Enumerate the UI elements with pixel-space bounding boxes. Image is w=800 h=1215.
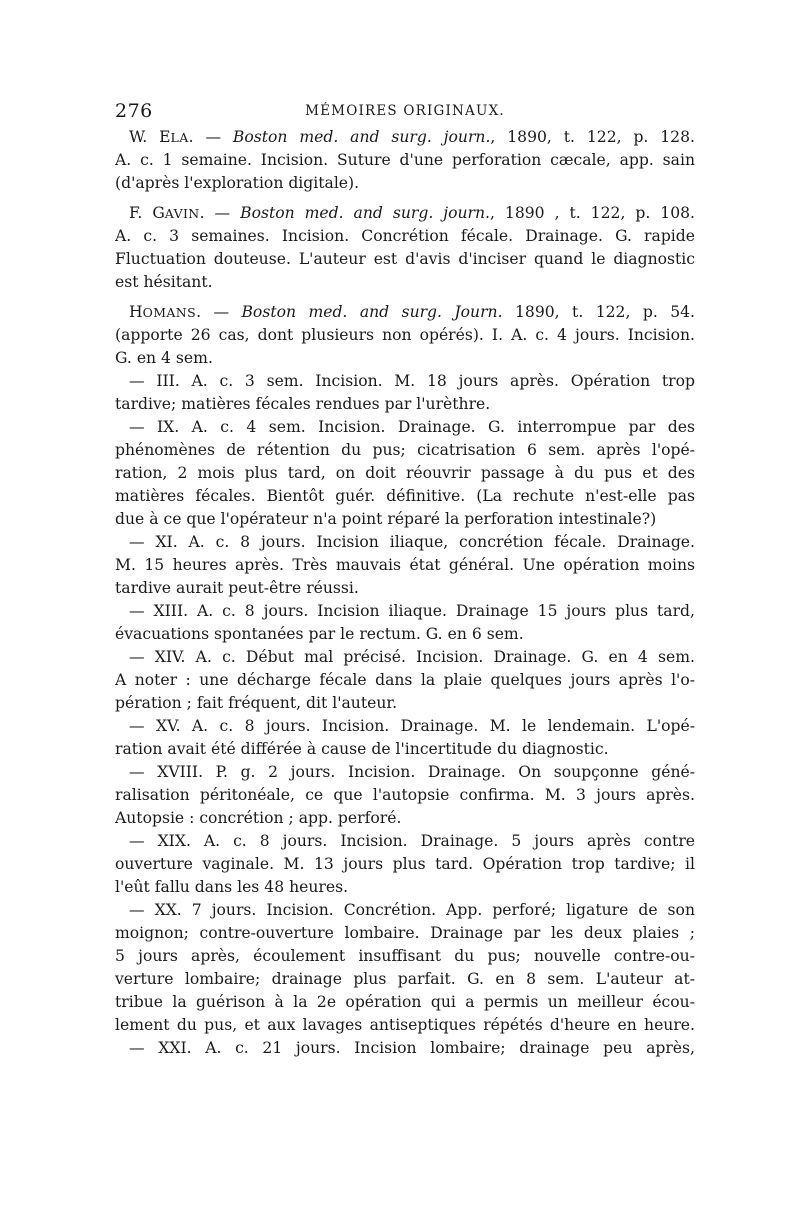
text-line: due à ce que l'opérateur n'a point réparé la perforation intestinale?) xyxy=(115,510,657,528)
dash-separator: . — xyxy=(199,204,241,222)
text-line: verture lombaire; drainage plus parfait. G. en 8 sem. L'auteur at- xyxy=(115,970,695,988)
citation-line xyxy=(115,301,695,324)
text-line: Fluctuation douteuse. L'auteur est d'avis d'inciser quand le diagnostic xyxy=(115,250,695,268)
paragraph-gap xyxy=(115,294,695,301)
citation-paragraph-homans xyxy=(115,301,695,1060)
author-initial: W. E xyxy=(129,128,171,146)
citation-reference: 1890, t. 122, p. 54. xyxy=(502,303,695,321)
author-initial: H xyxy=(129,303,143,321)
text-line: est hésitant. xyxy=(115,273,213,291)
citation-reference: , 1890 , t. 122, p. 108. xyxy=(489,204,695,222)
text-line: ouverture vaginale. M. 13 jours plus tard. Opération trop tardive; il xyxy=(115,855,695,873)
case-entry-line: — XIII. A. c. 8 jours. Incision iliaque. Drainage 15 jours plus tard, xyxy=(129,602,695,620)
dash-separator: . — xyxy=(188,128,233,146)
text-line: 5 jours après, écoulement insuffisant du pus; nouvelle contre-ou- xyxy=(115,947,695,965)
text-line: A noter : une décharge fécale dans la plaie quelques jours après l'o- xyxy=(115,671,695,689)
case-entry-line: — III. A. c. 3 sem. Incision. M. 18 jours après. Opération trop xyxy=(129,372,695,390)
journal-title: Boston med. and surg. journ. xyxy=(232,128,491,146)
text-line: lement du pus, et aux lavages antiseptiques répétés d'heure en heure. xyxy=(115,1016,695,1034)
text-line: Autopsie : concrétion ; app. perforé. xyxy=(115,809,402,827)
case-entry-line: — XIV. A. c. Début mal précisé. Incision. Drainage. G. en 4 sem. xyxy=(129,648,695,666)
text-line: (d'après l'exploration digitale). xyxy=(115,174,360,192)
author-initial: F. G xyxy=(129,204,165,222)
text-line: G. en 4 sem. xyxy=(115,349,213,367)
case-entry-line: — XIX. A. c. 8 jours. Incision. Drainage. 5 jours après contre xyxy=(129,832,695,850)
citation-line xyxy=(115,126,695,149)
journal-title: Boston med. and surg. Journ. xyxy=(241,303,503,321)
text-line: A. c. 1 semaine. Incision. Suture d'une perforation cæcale, app. sain xyxy=(115,151,695,169)
text-line: matières fécales. Bientôt guér. définitive. (La rechute n'est-elle pas xyxy=(115,487,695,505)
page-number: 276 xyxy=(115,100,153,122)
case-entry-line: — XVIII. P. g. 2 jours. Incision. Drainage. On soupçonne géné- xyxy=(129,763,695,781)
text-line: tardive aurait peut-être réussi. xyxy=(115,579,359,597)
text-line: (apporte 26 cas, dont plusieurs non opérés). I. A. c. 4 jours. Incision. xyxy=(115,326,695,344)
page-header xyxy=(115,100,695,124)
text-line: phénomènes de rétention du pus; cicatrisation 6 sem. après l'opé- xyxy=(115,441,695,459)
journal-title: Boston med. and surg. journ. xyxy=(240,204,490,222)
case-entry-line: — XV. A. c. 8 jours. Incision. Drainage. M. le lendemain. L'opé- xyxy=(129,717,695,735)
case-entry-line: — IX. A. c. 4 sem. Incision. Drainage. G. interrompue par des xyxy=(129,418,695,436)
text-line: tardive; matières fécales rendues par l'urèthre. xyxy=(115,395,491,413)
text-line: M. 15 heures après. Très mauvais état général. Une opération moins xyxy=(115,556,695,574)
case-entry-line: — XX. 7 jours. Incision. Concrétion. App. perforé; ligature de son xyxy=(129,901,695,919)
text-line: A. c. 3 semaines. Incision. Concrétion fécale. Drainage. G. rapide xyxy=(115,227,695,245)
text-line: évacuations spontanées par le rectum. G. en 6 sem. xyxy=(115,625,524,643)
text-line: l'eût fallu dans les 48 heures. xyxy=(115,878,349,896)
text-line: ralisation péritonéale, ce que l'autopsie confirma. M. 3 jours après. xyxy=(115,786,695,804)
citation-paragraph-gavin xyxy=(115,202,695,294)
text-line: moignon; contre-ouverture lombaire. Drainage par les deux plaies ; xyxy=(115,924,695,942)
citation-paragraph-ela xyxy=(115,126,695,195)
running-title: MÉMOIRES ORIGINAUX. xyxy=(305,103,505,119)
text-line: ration avait été différée à cause de l'incertitude du diagnostic. xyxy=(115,740,609,758)
dash-separator: . — xyxy=(196,303,242,321)
paragraph-gap xyxy=(115,195,695,202)
text-line: pération ; fait fréquent, dit l'auteur. xyxy=(115,694,398,712)
author-name: AVIN xyxy=(164,206,200,221)
text-line: ration, 2 mois plus tard, on doit réouvrir passage à du pus et des xyxy=(115,464,695,482)
case-entry-line: — XI. A. c. 8 jours. Incision iliaque, concrétion fécale. Drainage. xyxy=(129,533,695,551)
text-line: tribue la guérison à la 2e opération qui a permis un meilleur écou- xyxy=(115,993,695,1011)
citation-line xyxy=(115,202,695,225)
body-text xyxy=(115,126,695,1060)
citation-reference: , 1890, t. 122, p. 128. xyxy=(490,128,695,146)
author-name: LA xyxy=(170,130,189,145)
case-entry-line: — XXI. A. c. 21 jours. Incision lombaire; drainage peu après, xyxy=(129,1039,695,1057)
author-name: OMANS xyxy=(142,305,197,320)
